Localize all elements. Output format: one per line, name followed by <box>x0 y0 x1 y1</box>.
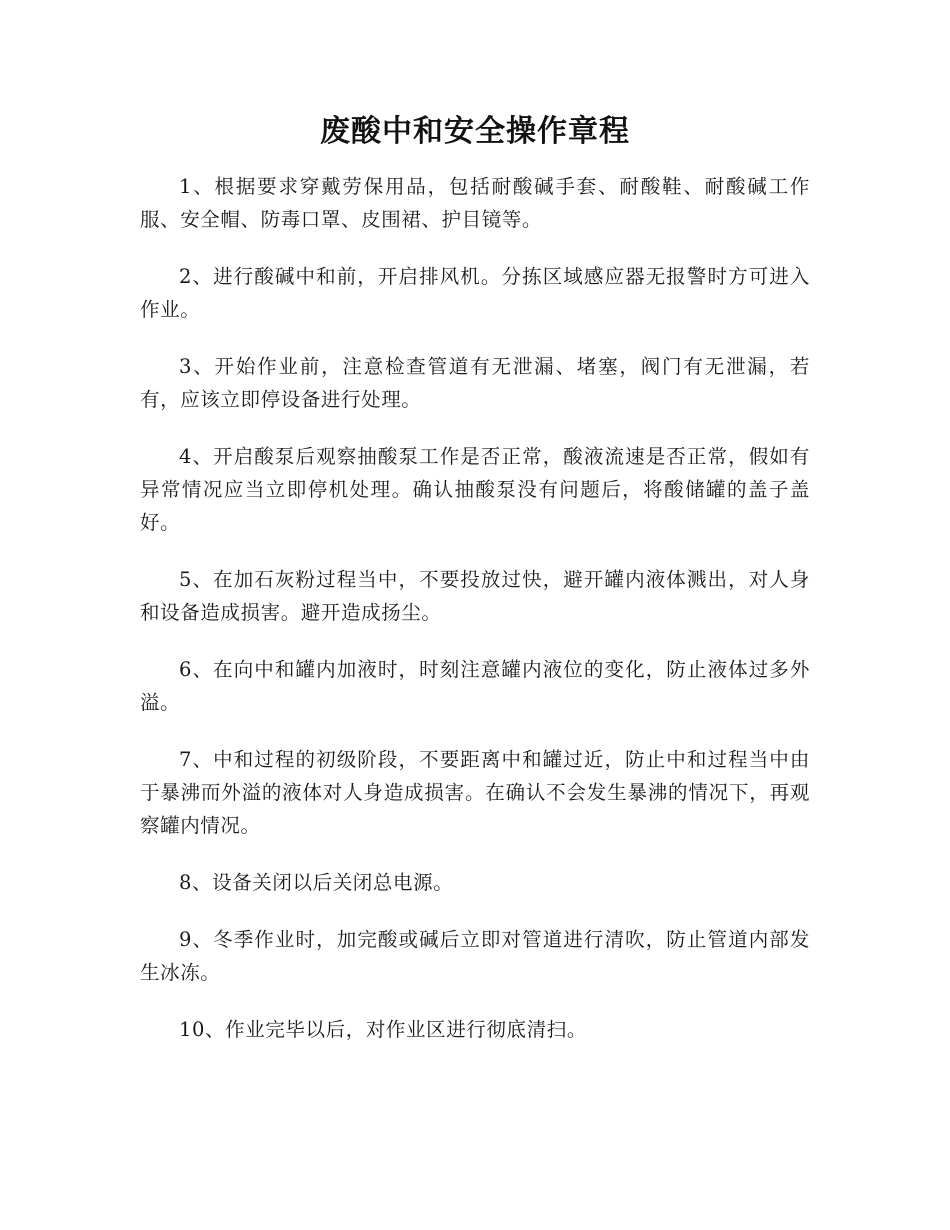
paragraph-3: 3、开始作业前，注意检查管道有无泄漏、堵塞，阀门有无泄漏，若有，应该立即停设备进行处理。 <box>140 355 810 411</box>
paragraph-1: 1、根据要求穿戴劳保用品，包括耐酸碱手套、耐酸鞋、耐酸碱工作服、安全帽、防毒口罩、皮围裙、护目镜等。 <box>140 175 810 231</box>
document-body <box>140 170 810 1070</box>
paragraph-4: 4、开启酸泵后观察抽酸泵工作是否正常，酸液流速是否正常，假如有异常情况应当立即停机处理。确认抽酸泵没有问题后，将酸储罐的盖子盖好。 <box>140 445 810 534</box>
paragraph-2: 2、进行酸碱中和前，开启排风机。分拣区域感应器无报警时方可进入作业。 <box>140 265 810 321</box>
paragraph-9: 9、冬季作业时，加完酸或碱后立即对管道进行清吹，防止管道内部发生冰冻。 <box>140 928 810 984</box>
paragraph-6: 6、在向中和罐内加液时，时刻注意罐内液位的变化，防止液体过多外溢。 <box>140 658 810 714</box>
document-title: 废酸中和安全操作章程 <box>320 114 630 149</box>
paragraph-5: 5、在加石灰粉过程当中，不要投放过快，避开罐内液体溅出，对人身和设备造成损害。避开造成扬尘。 <box>140 568 810 624</box>
paragraph-10: 10、作业完毕以后，对作业区进行彻底清扫。 <box>179 1018 587 1041</box>
paragraph-8: 8、设备关闭以后关闭总电源。 <box>179 871 454 894</box>
paragraph-7: 7、中和过程的初级阶段，不要距离中和罐过近，防止中和过程当中由于暴沸而外溢的液体对人身造成损害。在确认不会发生暴沸的情况下，再观察罐内情况。 <box>140 748 810 837</box>
